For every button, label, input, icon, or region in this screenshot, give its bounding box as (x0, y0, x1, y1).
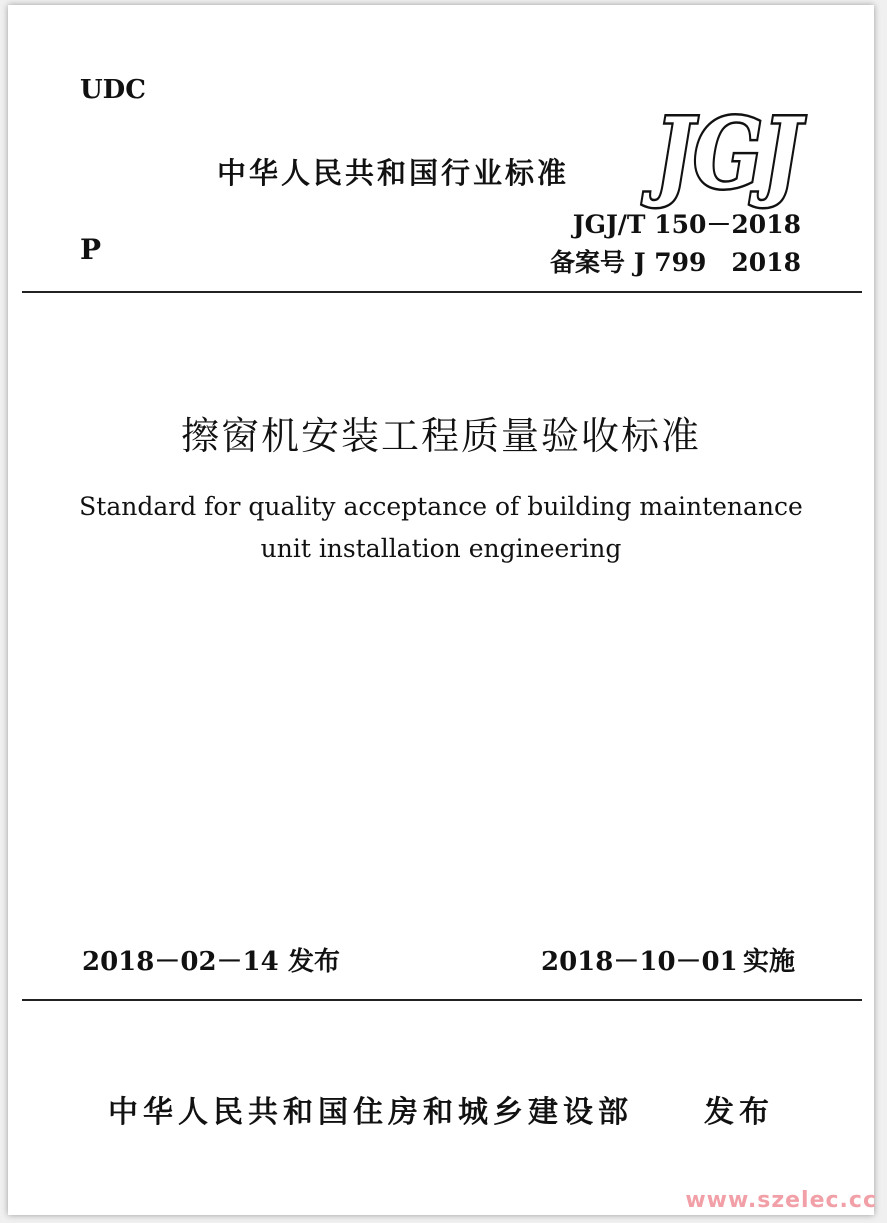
category-label: P (80, 233, 102, 266)
publish-label: 发布 (288, 947, 341, 977)
jgj-logo-text: JGJ (641, 97, 806, 210)
title-english-line1: Standard for quality acceptance of building maintenance (79, 492, 803, 521)
filing-number: 备案号 J 799 2018 (549, 248, 801, 277)
publish-date: 2018－02－14 (82, 947, 279, 977)
industry-standard-heading: 中华人民共和国行业标准 (217, 156, 570, 190)
standard-number: JGJ/T 150－2018 (572, 210, 801, 239)
implement-date: 2018－10－01 (541, 947, 738, 977)
jgj-logo-graphic (641, 97, 806, 210)
top-divider (22, 291, 862, 293)
watermark: www.szelec.cc (685, 1188, 877, 1213)
issuer-label: 发布 (704, 1095, 774, 1130)
implement-label: 实施 (743, 947, 796, 977)
bottom-divider (22, 999, 862, 1001)
jgj-logo (641, 97, 806, 210)
issuing-ministry: 中华人民共和国住房和城乡建设部 (108, 1095, 633, 1130)
udc-label: UDC (80, 75, 146, 105)
document-cover (8, 5, 874, 1215)
title-chinese: 擦窗机安装工程质量验收标准 (180, 414, 701, 458)
title-english-line2: unit installation engineering (260, 534, 622, 563)
